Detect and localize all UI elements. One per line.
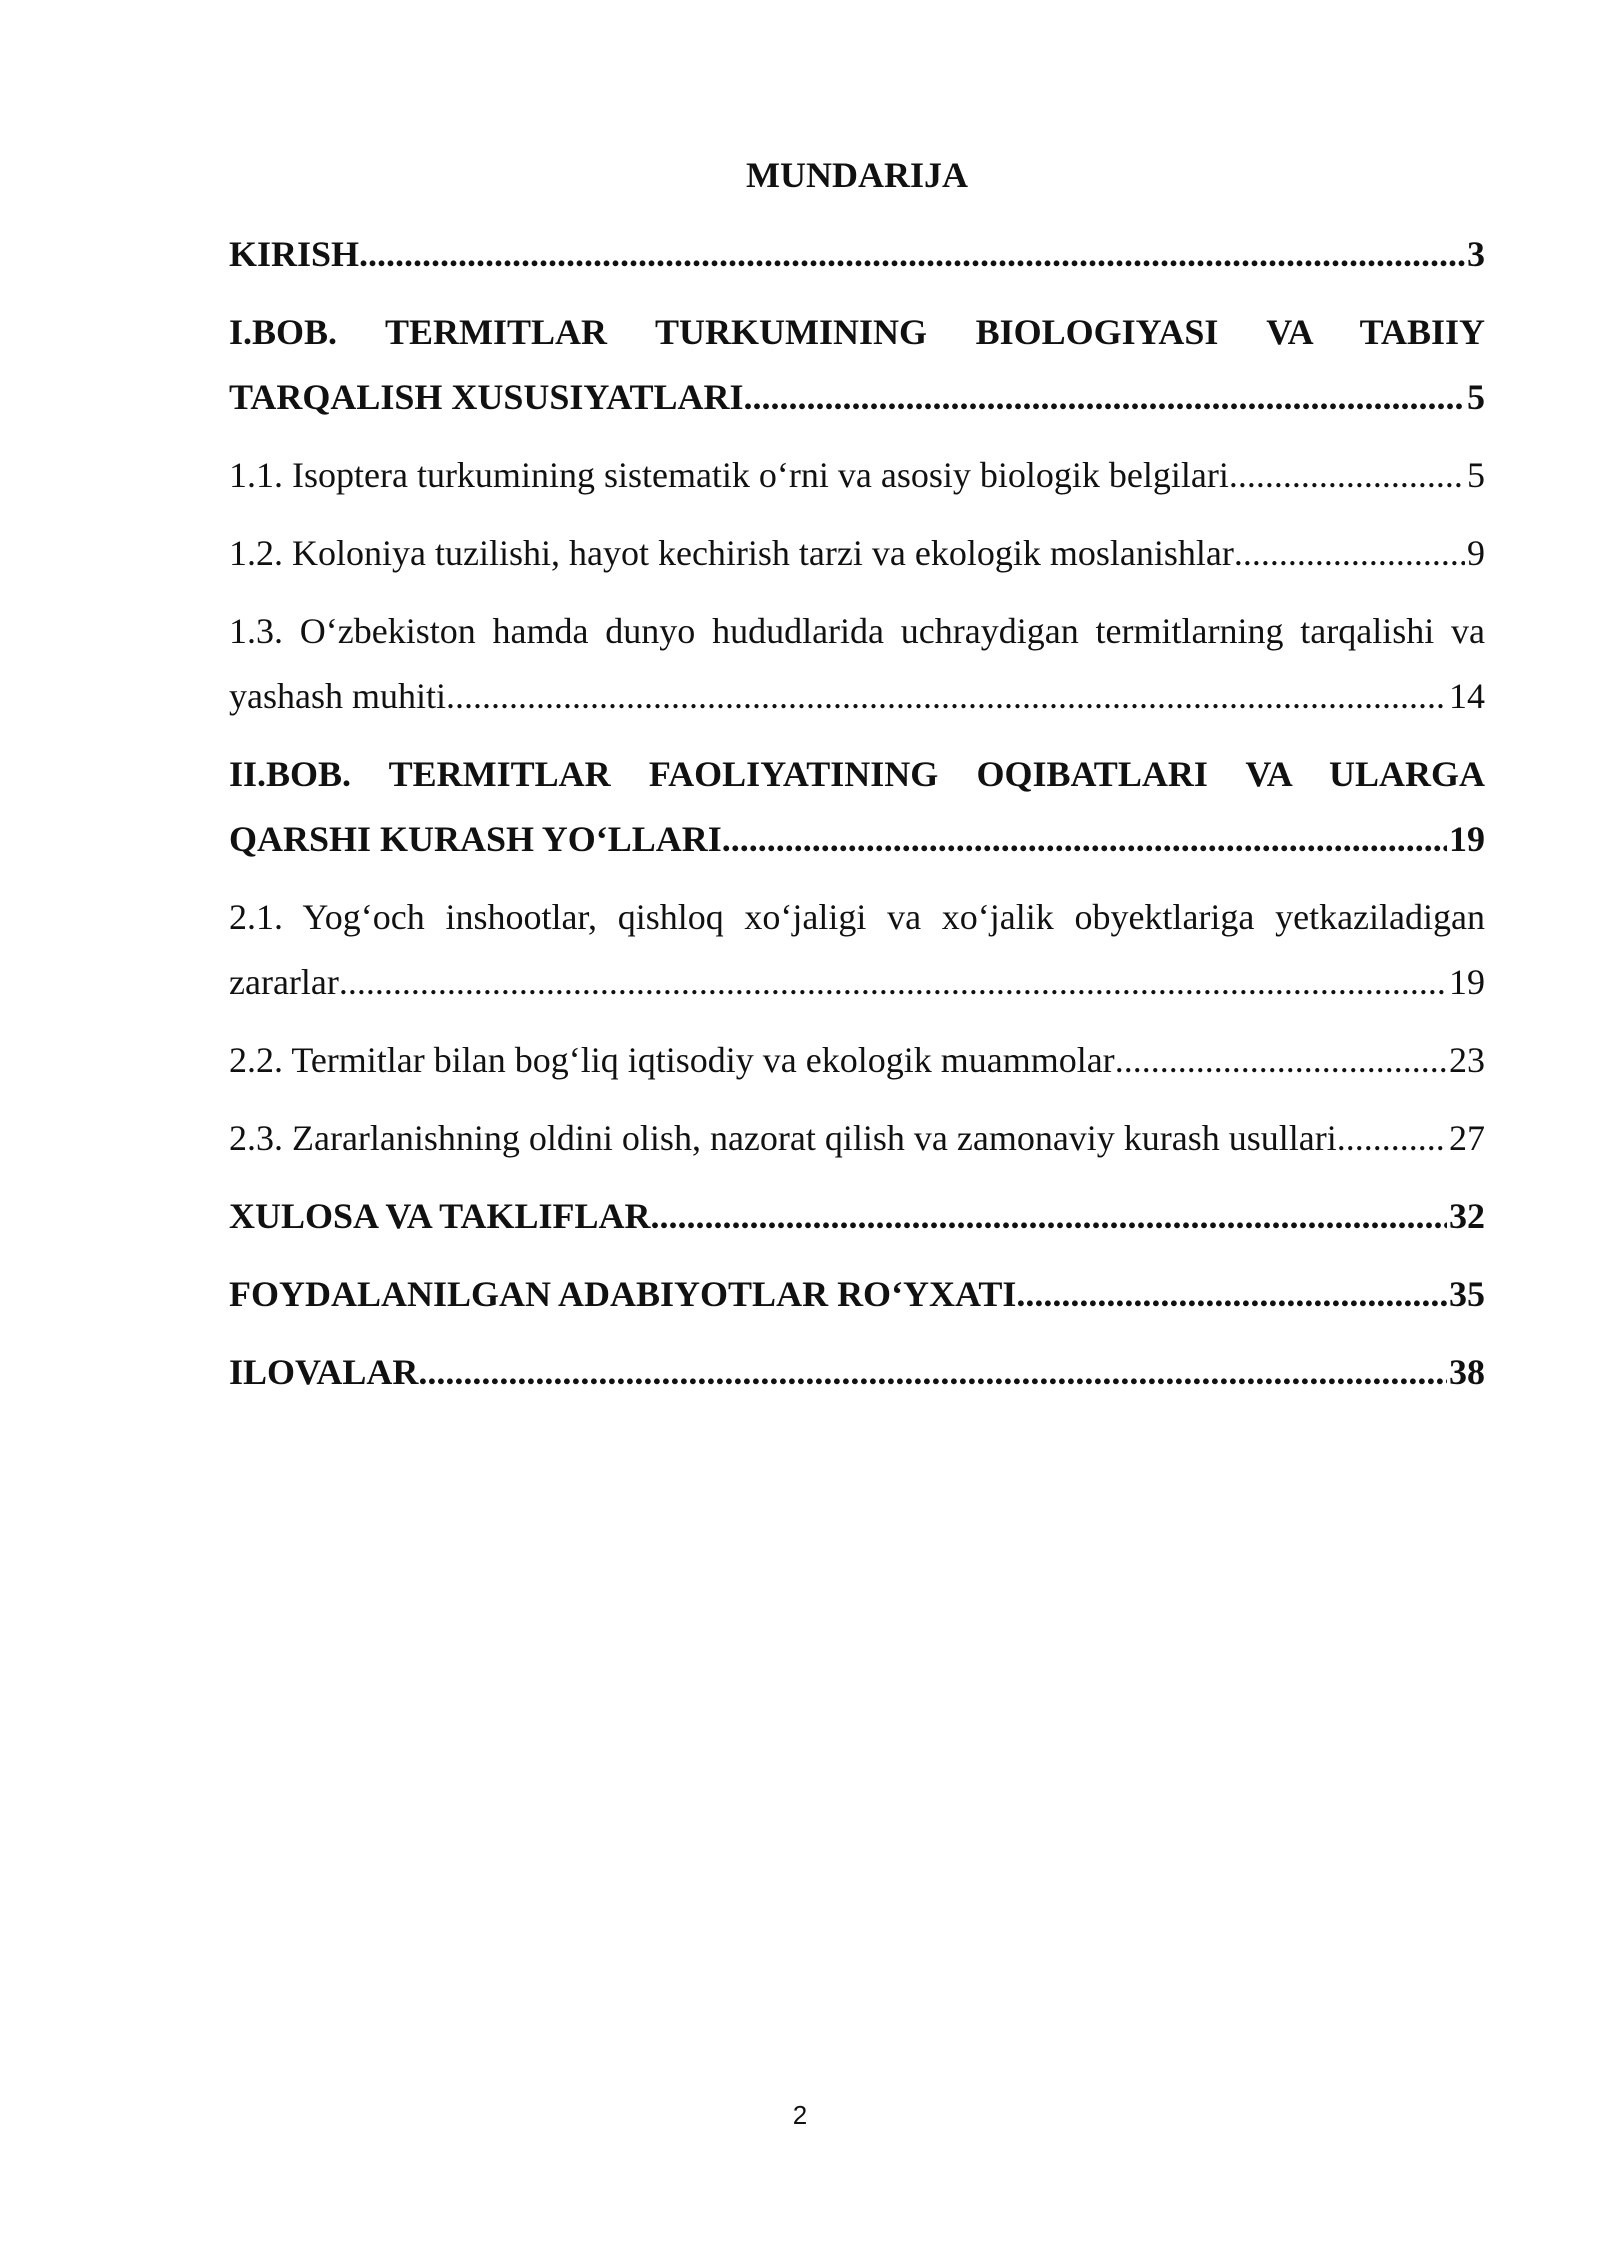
toc-entry-line — [229, 443, 1485, 508]
toc-entry-line — [229, 664, 1485, 729]
toc-title: MUNDARIJA — [746, 155, 968, 195]
dot-leader — [1115, 1028, 1447, 1093]
toc-entry-text: yashash muhiti — [229, 676, 446, 716]
toc-page-number: 38 — [1449, 1352, 1485, 1392]
page-number: 2 — [792, 2100, 808, 2130]
toc-entry[interactable] — [229, 599, 1485, 729]
toc-entry-line — [229, 807, 1485, 872]
toc-page-number: 3 — [1467, 234, 1485, 274]
toc-entry-line: II.BOB. TERMITLAR FAOLIYATINING OQIBATLARI VA ULARGA — [229, 754, 1485, 794]
toc-entry-line — [229, 365, 1485, 430]
toc-page-number: 9 — [1467, 533, 1485, 573]
dot-leader — [359, 222, 1465, 287]
toc-entry[interactable] — [229, 1184, 1485, 1249]
toc-entry-line: 1.3. O‘zbekiston hamda dunyo hududlarida uchraydigan termitlarning tarqalishi va — [229, 611, 1485, 651]
table-of-contents — [229, 145, 1485, 1418]
toc-entry-line — [229, 222, 1485, 287]
toc-entries — [229, 222, 1485, 1405]
dot-leader — [1229, 443, 1465, 508]
toc-entry[interactable] — [229, 1340, 1485, 1405]
toc-entry-text: 2.3. Zararlanishning oldini olish, nazorat qilish va zamonaviy kurash usullari — [229, 1118, 1337, 1158]
toc-page-number: 19 — [1449, 819, 1485, 859]
toc-entry[interactable] — [229, 1262, 1485, 1327]
toc-page-number: 5 — [1467, 455, 1485, 495]
dot-leader — [650, 1184, 1447, 1249]
toc-entry-text: 2.2. Termitlar bilan bog‘liq iqtisodiy va ekologik muammolar — [229, 1040, 1115, 1080]
dot-leader — [1016, 1262, 1447, 1327]
toc-entry-line — [229, 950, 1485, 1015]
toc-page-number: 19 — [1449, 962, 1485, 1002]
toc-entry-text: ILOVALAR — [229, 1352, 419, 1392]
toc-page-number: 14 — [1449, 676, 1485, 716]
dot-leader — [1337, 1106, 1447, 1171]
toc-entry-line — [229, 1340, 1485, 1405]
toc-entry-text: TARQALISH XUSUSIYATLARI — [229, 377, 744, 417]
dot-leader — [743, 365, 1465, 430]
toc-entry[interactable] — [229, 1028, 1485, 1093]
dot-leader — [446, 664, 1447, 729]
toc-entry-line: I.BOB. TERMITLAR TURKUMINING BIOLOGIYASI VA TABIIY — [229, 312, 1485, 352]
toc-entry-line — [229, 1184, 1485, 1249]
toc-entry-text: XULOSA VA TAKLIFLAR — [229, 1196, 651, 1236]
toc-entry-text: QARSHI KURASH YO‘LLARI — [229, 819, 722, 859]
dot-leader — [1234, 521, 1465, 586]
toc-entry[interactable] — [229, 1106, 1485, 1171]
toc-entry-line: 2.1. Yog‘och inshootlar, qishloq xo‘jaligi va xo‘jalik obyektlariga yetkaziladigan — [229, 897, 1485, 937]
toc-entry[interactable] — [229, 521, 1485, 586]
toc-entry-text: 1.2. Koloniya tuzilishi, hayot kechirish tarzi va ekologik moslanishlar — [229, 533, 1234, 573]
toc-entry-line — [229, 521, 1485, 586]
toc-entry-line — [229, 1028, 1485, 1093]
toc-entry-line — [229, 1106, 1485, 1171]
toc-entry[interactable] — [229, 443, 1485, 508]
toc-page-number: 35 — [1449, 1274, 1485, 1314]
toc-entry[interactable] — [229, 222, 1485, 287]
dot-leader — [418, 1340, 1447, 1405]
toc-entry[interactable] — [229, 742, 1485, 872]
toc-page-number: 23 — [1449, 1040, 1485, 1080]
dot-leader — [339, 950, 1447, 1015]
toc-entry-line — [229, 1262, 1485, 1327]
toc-entry[interactable] — [229, 300, 1485, 430]
toc-entry-text: 1.1. Isoptera turkumining sistematik o‘rni va asosiy biologik belgilari — [229, 455, 1229, 495]
toc-entry-text: FOYDALANILGAN ADABIYOTLAR RO‘YXATI — [229, 1274, 1017, 1314]
toc-entry-text: zararlar — [229, 962, 339, 1002]
toc-entry[interactable] — [229, 885, 1485, 1015]
dot-leader — [722, 807, 1447, 872]
toc-page-number: 32 — [1449, 1196, 1485, 1236]
toc-entry-text: KIRISH — [229, 234, 360, 274]
toc-page-number: 27 — [1449, 1118, 1485, 1158]
toc-page-number: 5 — [1467, 377, 1485, 417]
